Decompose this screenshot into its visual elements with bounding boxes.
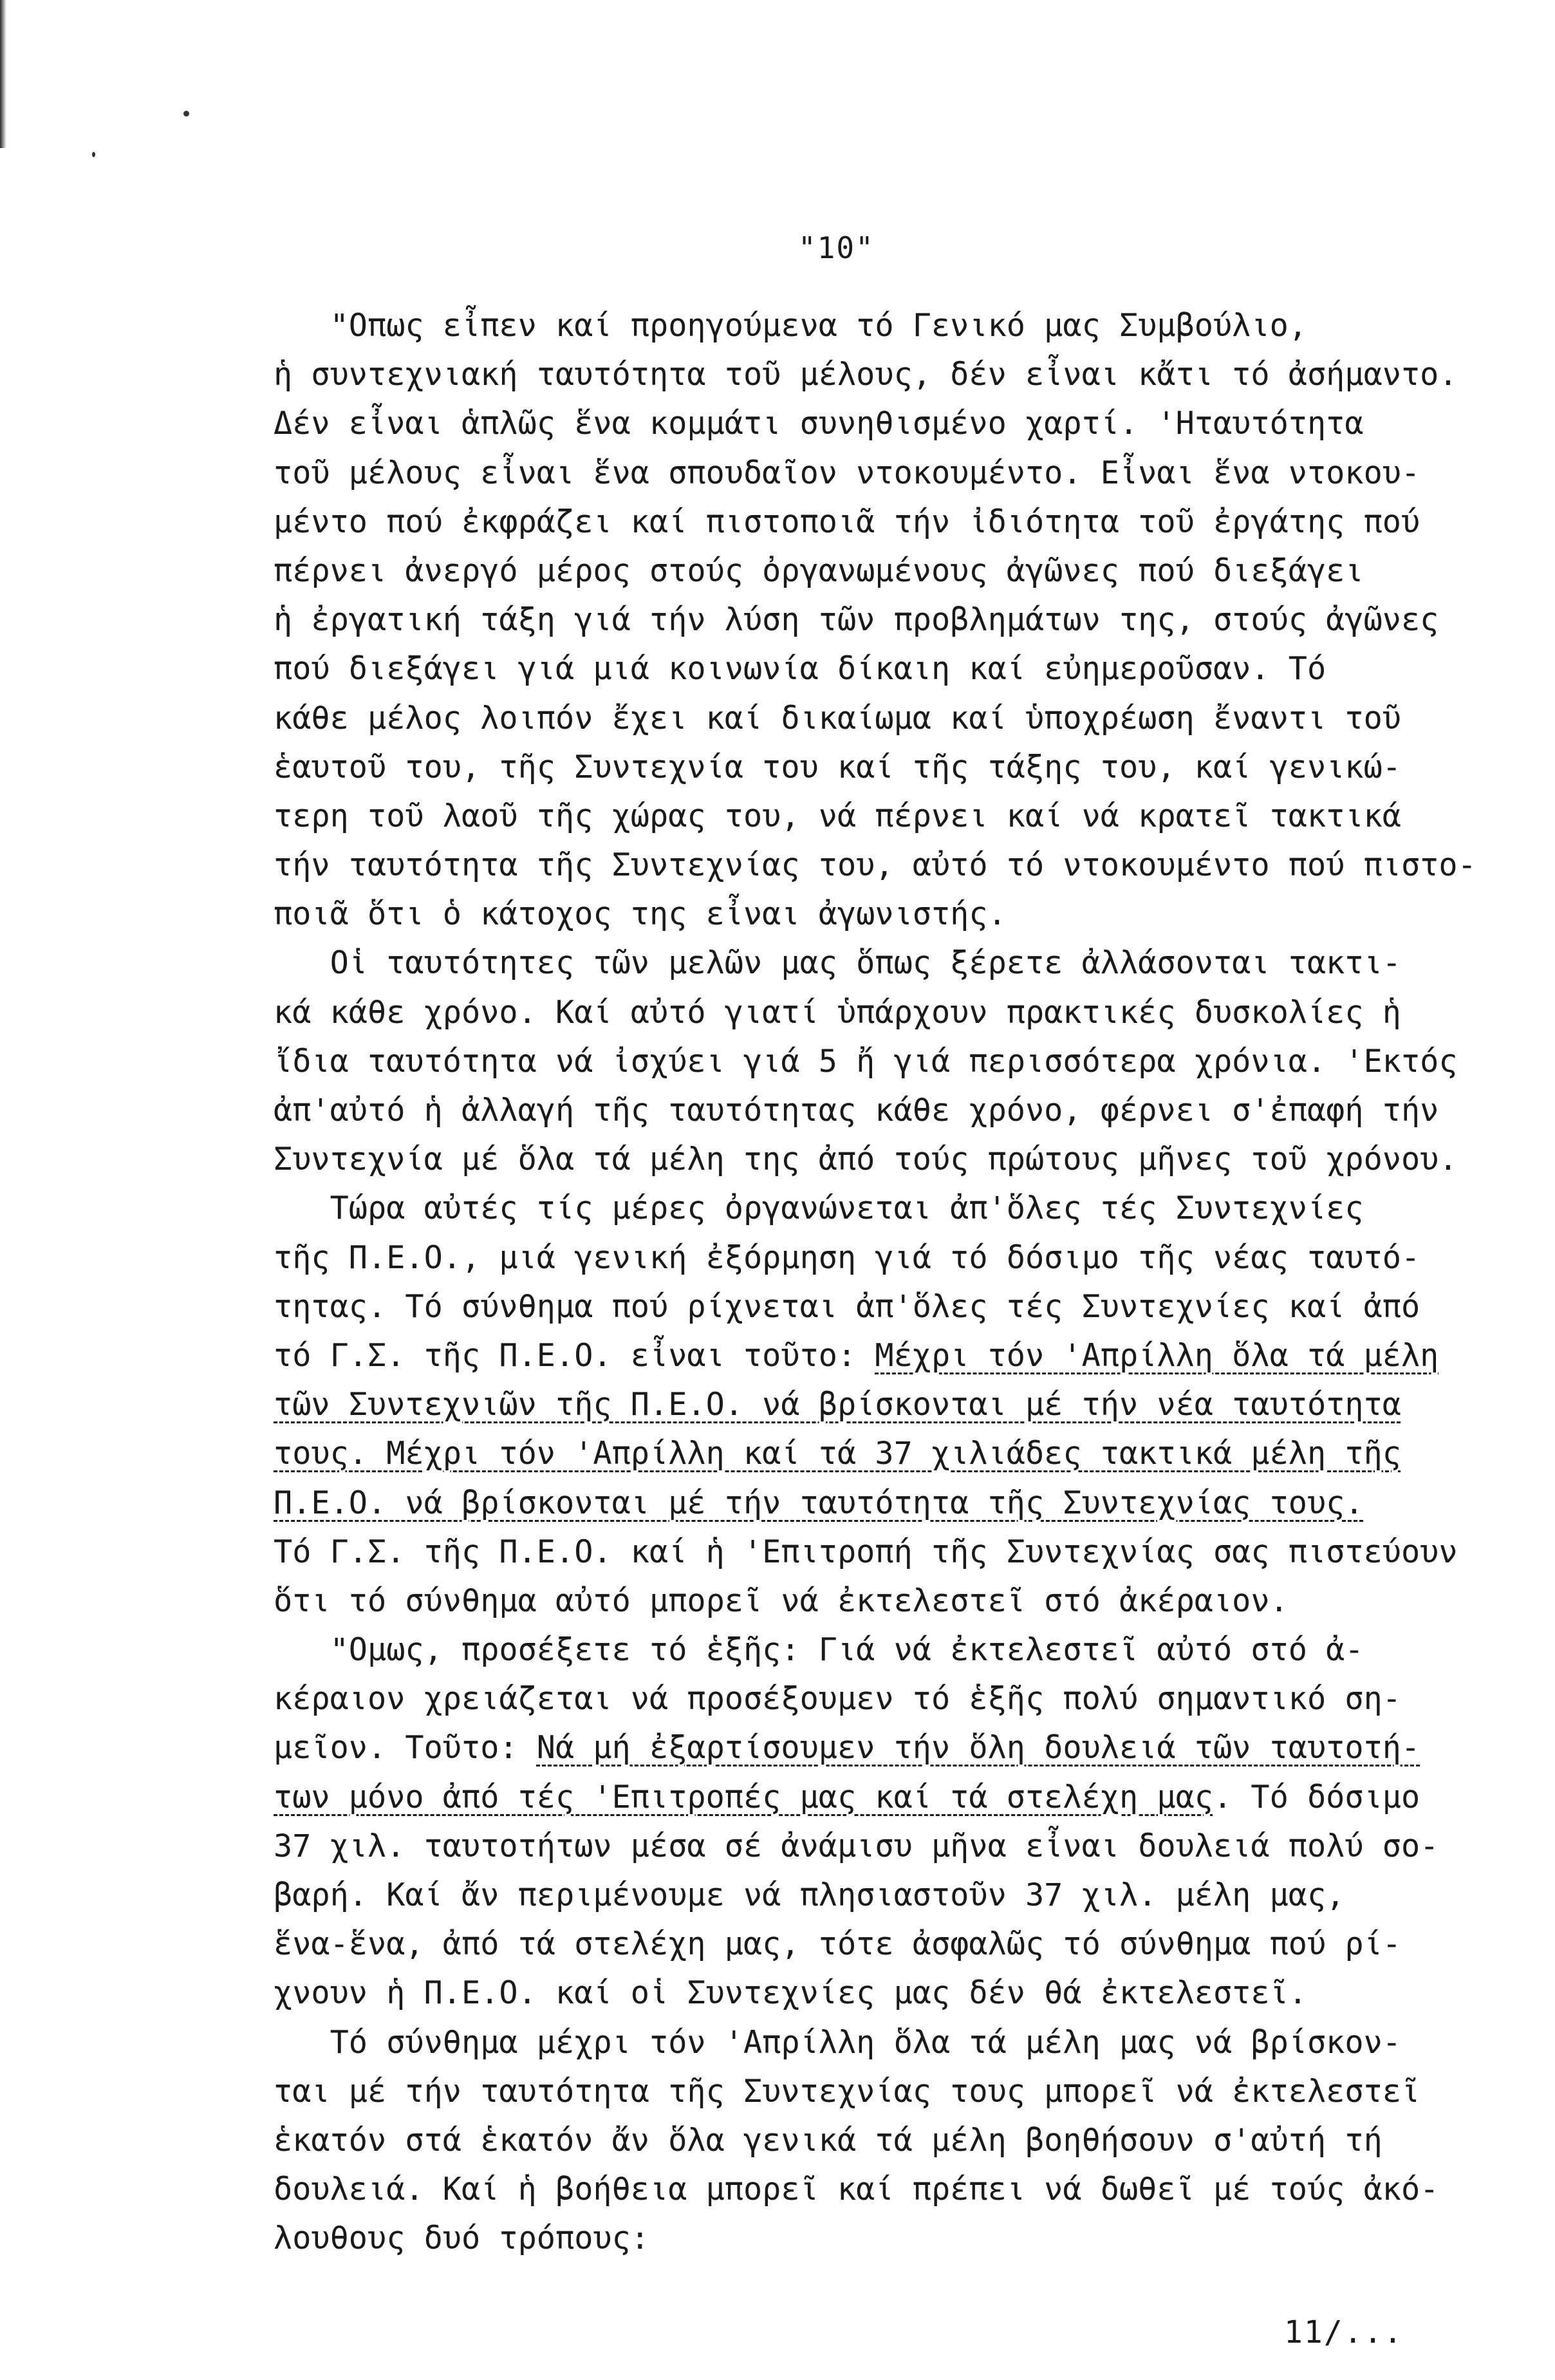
line-text: Τώρα αὐτές τίς μέρες ὀργανώνεται ἀπ'ὅλες τές Συντεχνίες xyxy=(274,1190,1364,1227)
text-line xyxy=(274,1233,1516,1282)
text-line xyxy=(274,2067,1516,2116)
line-text: "Ομως, προσέξετε τό ἑξῆς: Γιά νά ἐκτελεστεῖ αὐτό στό ἀ- xyxy=(274,1632,1364,1669)
line-text: ὅτι τό σύνθημα αὐτό μπορεῖ νά ἐκτελεστεῖ στό ἀκέραιον. xyxy=(274,1582,1289,1619)
line-text: ἴδια ταυτότητα νά ἰσχύει γιά 5 ἤ γιά περισσότερα χρόνια. 'Εκτός xyxy=(274,1043,1458,1080)
line-text: κέραιον χρειάζεται νά προσέξουμεν τό ἑξῆς πολύ σημαντικό ση- xyxy=(274,1681,1401,1718)
line-text: λουθους δυό τρόπους: xyxy=(274,2220,649,2257)
line-text: τερη τοῦ λαοῦ τῆς χώρας του, νά πέρνει καί νά κρατεῖ τακτικά xyxy=(274,798,1401,834)
line-text: τοῦ μέλους εἶναι ἕνα σπουδαῖον ντοκουμέντο. Εἶναι ἕνα ντοκου- xyxy=(274,454,1420,491)
text-line xyxy=(274,1674,1516,1723)
line-text: "Οπως εἶπεν καί προηγούμενα τό Γενικό μας Συμβούλιο, xyxy=(274,308,1307,344)
line-text: βαρή. Καί ἄν περιμένουμε νά πλησιαστοῦν 37 χιλ. μέλη μας, xyxy=(274,1877,1345,1913)
line-text: τήν ταυτότητα τῆς Συντεχνίας του, αὐτό τό ντοκουμέντο πού πιστο- xyxy=(274,847,1476,884)
line-text: ἡ ἐργατική τάξη γιά τήν λύση τῶν προβλημάτων της, στούς ἀγῶνες xyxy=(274,602,1439,639)
line-text: Συντεχνία μέ ὅλα τά μέλη της ἀπό τούς πρώτους μῆνες τοῦ χρόνου. xyxy=(274,1141,1458,1178)
underlined-text: τῶν Συντεχνιῶν τῆς Π.Ε.Ο. νά βρίσκονται μέ τήν νέα ταυτότητα xyxy=(274,1387,1401,1423)
text-line xyxy=(274,1479,1516,1528)
text-line xyxy=(274,939,1516,988)
line-text: χνουν ἡ Π.Ε.Ο. καί οἱ Συντεχνίες μας δέν θά ἐκτελεστεῖ. xyxy=(274,1975,1307,2012)
text-line xyxy=(274,2214,1516,2263)
text-line xyxy=(274,1380,1516,1429)
text-line xyxy=(274,1626,1516,1674)
line-text: μέντο πού ἐκφράζει καί πιστοποιᾶ τήν ἰδιότητα τοῦ ἐργάτης πού xyxy=(274,503,1420,540)
text-line xyxy=(274,988,1516,1037)
scan-edge-shadow xyxy=(0,0,6,148)
line-text: τῆς Π.Ε.Ο., μιά γενική ἐξόρμηση γιά τό δόσιμο τῆς νέας ταυτό- xyxy=(274,1239,1420,1276)
text-line xyxy=(274,2116,1516,2165)
line-text: ἑαυτοῦ του, τῆς Συντεχνία του καί τῆς τάξης του, καί γενικώ- xyxy=(274,749,1401,785)
text-line xyxy=(274,399,1516,448)
text-line xyxy=(274,301,1516,350)
text-line xyxy=(274,449,1516,498)
line-text: μεῖον. Τοῦτο: xyxy=(274,1730,537,1766)
line-text: κάθε μέλος λοιπόν ἔχει καί δικαίωμα καί ὑποχρέωση ἔναντι τοῦ xyxy=(274,700,1401,736)
line-text: ἑκατόν στά ἑκατόν ἄν ὅλα γενικά τά μέλη βοηθήσουν σ'αὐτή τή xyxy=(274,2122,1383,2159)
text-line xyxy=(274,1871,1516,1920)
text-line xyxy=(274,1969,1516,2018)
text-line xyxy=(274,1282,1516,1331)
underlined-text: Μέχρι τόν 'Απρίλλη ὅλα τά μέλη xyxy=(875,1337,1439,1374)
text-line xyxy=(274,350,1516,399)
line-text: Τό Γ.Σ. τῆς Π.Ε.Ο. καί ἡ 'Επιτροπή τῆς Συντεχνίας σας πιστεύουν xyxy=(274,1533,1458,1570)
line-text: ται μέ τήν ταυτότητα τῆς Συντεχνίας τους μπορεῖ νά ἐκτελεστεῖ xyxy=(274,2073,1420,2110)
line-text: κά κάθε χρόνο. Καί αὐτό γιατί ὑπάρχουν πρακτικές δυσκολίες ἡ xyxy=(274,994,1401,1031)
line-text: Τό σύνθημα μέχρι τόν 'Απρίλλη ὅλα τά μέλη μας νά βρίσκον- xyxy=(274,2024,1401,2061)
text-line xyxy=(274,1086,1516,1135)
text-line xyxy=(274,1920,1516,1969)
document-body xyxy=(274,301,1516,2263)
text-line xyxy=(274,841,1516,890)
line-text: τητας. Τό σύνθημα πού ρίχνεται ἀπ'ὅλες τές Συντεχνίες καί ἀπό xyxy=(274,1288,1420,1325)
text-line xyxy=(274,498,1516,547)
text-line xyxy=(274,1135,1516,1184)
text-line xyxy=(274,2165,1516,2214)
text-line xyxy=(274,1184,1516,1233)
text-line xyxy=(274,743,1516,792)
text-line xyxy=(274,1429,1516,1478)
scan-speck xyxy=(183,111,189,117)
text-line xyxy=(274,547,1516,595)
line-text: ἕνα-ἕνα, ἀπό τά στελέχη μας, τότε ἀσφαλῶς τό σύνθημα πού ρί- xyxy=(274,1926,1401,1963)
line-text: ποιᾶ ὅτι ὁ κάτοχος της εἶναι ἀγωνιστής. xyxy=(274,896,1007,933)
line-text: δουλειά. Καί ἡ βοήθεια μπορεῖ καί πρέπει νά δωθεῖ μέ τούς ἀκό- xyxy=(274,2171,1439,2208)
text-line xyxy=(274,1577,1516,1626)
text-line xyxy=(274,1723,1516,1772)
continuation-marker: 11/... xyxy=(1284,2314,1404,2350)
scan-speck xyxy=(92,152,95,157)
text-line xyxy=(274,694,1516,743)
text-line xyxy=(274,1773,1516,1822)
text-line xyxy=(274,1037,1516,1086)
text-line xyxy=(274,2018,1516,2067)
text-line xyxy=(274,890,1516,939)
underlined-text: των μόνο ἀπό τές 'Επιτροπές μας καί τά στελέχη μας xyxy=(274,1779,1213,1815)
line-text: πέρνει ἀνεργό μέρος στούς ὀργανωμένους ἀγῶνες πού διεξάγει xyxy=(274,552,1364,589)
underlined-text: Π.Ε.Ο. νά βρίσκονται μέ τήν ταυτότητα τῆς Συντεχνίας τους. xyxy=(274,1485,1364,1521)
line-text: ἡ συντεχνιακή ταυτότητα τοῦ μέλους, δέν εἶναι κἄτι τό ἀσήμαντο. xyxy=(274,357,1458,393)
line-text: πού διεξάγει γιά μιά κοινωνία δίκαιη καί εὐημεροῦσαν. Τό xyxy=(274,651,1327,688)
line-text: Οἱ ταυτότητες τῶν μελῶν μας ὅπως ξέρετε ἀλλάσονται τακτι- xyxy=(274,945,1401,982)
line-text: τό Γ.Σ. τῆς Π.Ε.Ο. εἶναι τοῦτο: xyxy=(274,1337,875,1374)
text-line xyxy=(274,1528,1516,1577)
line-text: 37 χιλ. ταυτοτήτων μέσα σέ ἀνάμισυ μῆνα εἶναι δουλειά πολύ σο- xyxy=(274,1828,1439,1864)
line-text: ἀπ'αὐτό ἡ ἀλλαγή τῆς ταυτότητας κάθε χρόνο, φέρνει σ'ἐπαφή τήν xyxy=(274,1092,1439,1129)
text-line xyxy=(274,1331,1516,1380)
text-line xyxy=(274,792,1516,841)
text-line xyxy=(274,595,1516,644)
text-line xyxy=(274,644,1516,693)
line-text: . Τό δόσιμο xyxy=(1213,1779,1420,1815)
text-line xyxy=(274,1822,1516,1871)
underlined-text: Νά μή ἐξαρτίσουμεν τήν ὅλη δουλειά τῶν ταυτοτή- xyxy=(536,1730,1420,1766)
line-text: Δέν εἶναι ἁπλῶς ἕνα κομμάτι συνηθισμένο χαρτί. 'Ηταυτότητα xyxy=(274,406,1364,442)
page-number: "10" xyxy=(798,230,875,265)
underlined-text: τους. Μέχρι τόν 'Απρίλλη καί τά 37 χιλιάδες τακτικά μέλη τῆς xyxy=(274,1436,1401,1472)
